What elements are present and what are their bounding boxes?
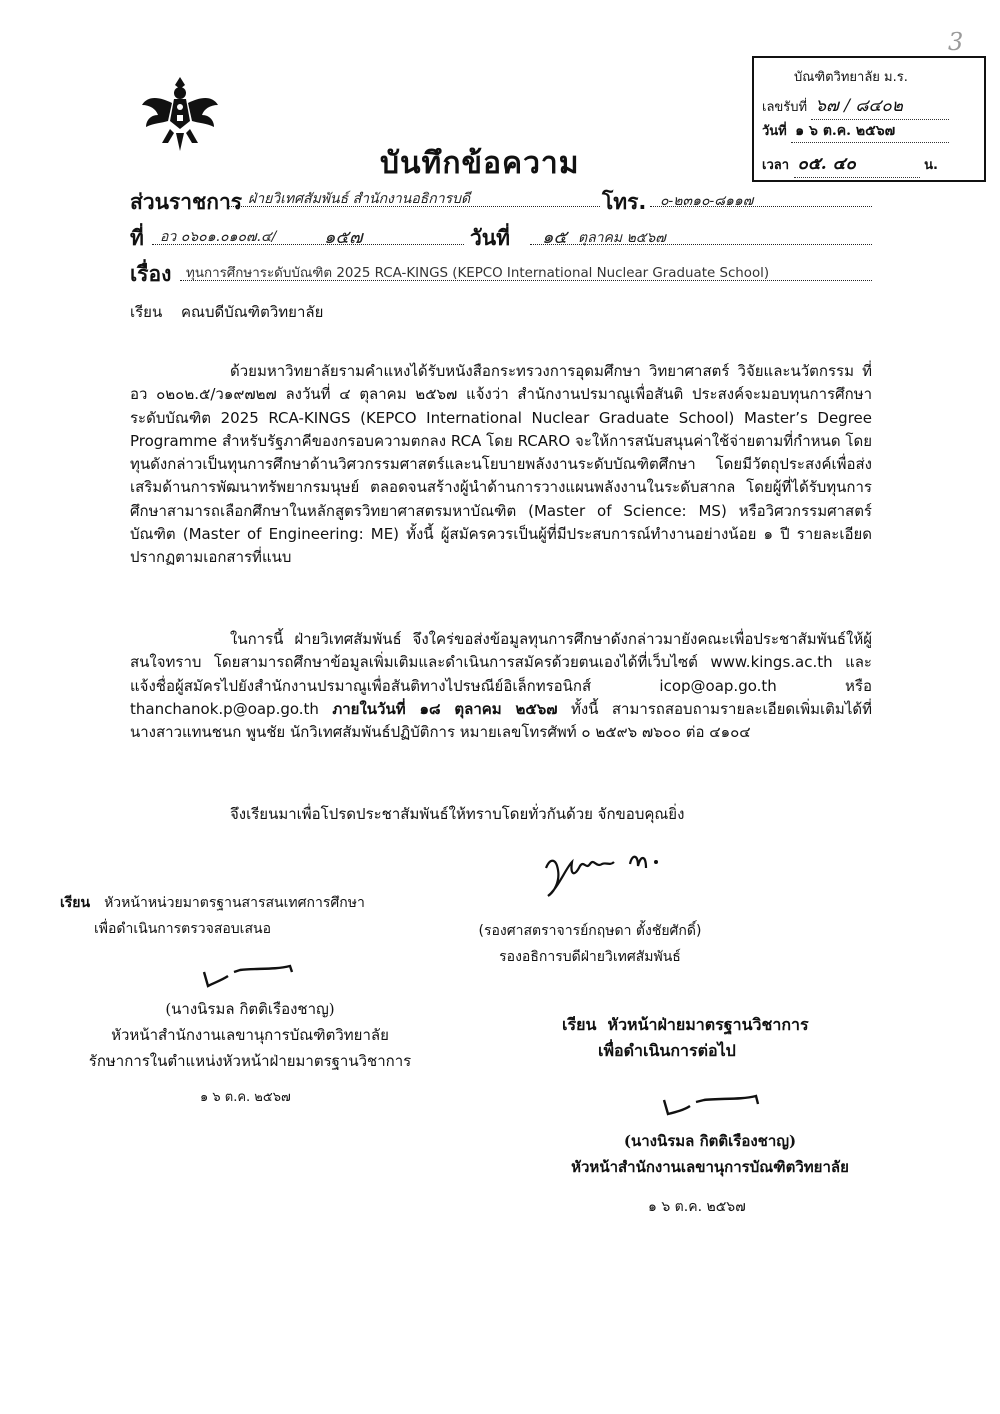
left-signatory-position: หัวหน้าสำนักงานเลขานุการบัณฑิตวิทยาลัย [111, 1026, 389, 1044]
memo-title: บันทึกข้อความ [380, 146, 580, 181]
main-signatory-position: รองอธิการบดีฝ่ายวิเทศสัมพันธ์ [499, 949, 681, 965]
stamp-date-value: ๑ ๖ ต.ค. ๒๕๖๗ [791, 120, 949, 143]
salutation-label: เรียน [130, 303, 163, 321]
body-para2-a: ในการนี้ ฝ่ายวิเทศสัมพันธ์ จึงใคร่ขอส่งข้อมูลทุนการศึกษาดังกล่าวมายังคณะเพื่อประชาสัมพันธ์ให้ผู้สนใจทราบ โดยสามารถศึกษาข้อมูลเพิ่มเติมและดำเนินการสมัครด้วยตนเองได้ที่เว็บไซต์ www.kings.ac.th และแจ้งชื่อผู้สมัครไปยังสำนักงานปรมาณูเพื่อสันติทางไปรษณีย์อิเล็กทรอนิกส์ icop@oap.go.th หรือ thanchanok.p@oap.go.th [130, 630, 872, 718]
ref-number: ๑๕๗ [324, 227, 363, 248]
body-paragraph-1 [130, 360, 872, 570]
body-para2-b: ทั้งนี้ สามารถสอบถามรายละเอียดเพิ่มเติมได้ที่ นางสาวแทนชนก พูนชัย นักวิเทศสัมพันธ์ปฏิบัติการ หมายเลขโทรศัพท์ ๐ ๒๕๙๖ ๗๖๐๐ ต่อ ๔๑๐๔ [130, 699, 872, 742]
salutation-to: คณบดีบัณฑิตวิทยาลัย [181, 303, 324, 321]
ref-label: ที่ [130, 226, 144, 250]
agency-label: ส่วนราชการ [130, 190, 243, 214]
body-paragraph-2 [130, 628, 872, 744]
right-routing-note [562, 1012, 809, 1064]
right-signatory [530, 1128, 890, 1180]
body-para1-text: ด้วยมหาวิทยาลัยรามคำแหงได้รับหนังสือกระทรวงการอุดมศึกษา วิทยาศาสตร์ วิจัยและนวัตกรรม ที่ อว ๐๒๐๒.๕/ว๑๙๗๒๗ ลงวันที่ ๔ ตุลาคม ๒๕๖๗ แจ้งว่า สำนักงานปรมาณูเพื่อสันติ ประสงค์จะมอบทุนการศึกษาระดับบัณฑิต 2025 RCA-KINGS (KEPCO International Nuclear Graduate School) Master’s Degree Programme สำหรับรัฐภาคีของกรอบความตกลง RCA โดย RCARO จะให้การสนับสนุนค่าใช้จ่ายตามที่กำหนด โดยทุนดังกล่าวเป็นทุนการศึกษาด้านวิศวกรรมศาสตร์และนโยบายพลังงานระดับบัณฑิตศึกษา โดยมีวัตถุประสงค์เพื่อส่งเสริมด้านการพัฒนาทรัพยากรมนุษย์ ตลอดจนสร้างผู้นำด้านการวางแผนพลังงานในระดับสากล โดยผู้ที่ได้รับทุนการศึกษาสามารถเลือกศึกษาในหลักสูตรวิทยาศาสตรมหาบัณฑิต (Master of Science: MS) หรือวิศวกรรมศาสตร์บัณฑิต (Master of Engineering: ME) ทั้งนี้ ผู้สมัครควรเป็นผู้ที่มีประสบการณ์ทำงานอย่างน้อย ๑ ปี รายละเอียดปรากฏตามเอกสารที่แนบ [130, 362, 872, 567]
right-note-to: หัวหน้าฝ่ายมาตรฐานวิชาการ [607, 1015, 809, 1034]
subject-label: เรื่อง [130, 262, 172, 286]
subject-value: ทุนการศึกษาระดับบัณฑิต 2025 RCA-KINGS (KEPCO International Nuclear Graduate School) [186, 266, 770, 281]
ref-value: อว ๐๖๐๑.๐๑๐๗.๔/ [160, 229, 277, 245]
salutation [130, 300, 323, 324]
stamp-receipt-label: เลขรับที่ [762, 100, 808, 115]
date-value: ตุลาคม ๒๕๖๗ [578, 230, 666, 246]
signature-right-icon [660, 1092, 770, 1122]
agency-value: ฝ่ายวิเทศสัมพันธ์ สำนักงานอธิการบดี [248, 191, 471, 207]
right-signatory-position: หัวหน้าสำนักงานเลขานุการบัณฑิตวิทยาลัย [571, 1158, 849, 1176]
signature-main-icon [540, 848, 680, 904]
body-para2-deadline: ภายในวันที่ ๑๘ ตุลาคม ๒๕๖๗ [332, 699, 558, 718]
right-note-label: เรียน [562, 1015, 597, 1034]
stamp-time-value: ๐๕. ๔๐ [794, 150, 920, 178]
main-signatory [450, 918, 730, 970]
right-note-date: ๑ ๖ ต.ค. ๒๕๖๗ [648, 1199, 746, 1215]
receipt-stamp [752, 56, 986, 182]
left-routing-note [60, 890, 365, 942]
left-signatory-name: (นางนิรมล กิตติเรืองชาญ) [165, 1000, 335, 1018]
phone-value: ๐-๒๓๑๐-๘๑๑๗ [660, 193, 754, 209]
right-note-action: เพื่อดำเนินการต่อไป [598, 1041, 736, 1060]
left-signatory-acting: รักษาการในตำแหน่งหัวหน้าฝ่ายมาตรฐานวิชาการ [88, 1052, 412, 1070]
signature-left-icon [200, 962, 300, 992]
left-note-date: ๑ ๖ ต.ค. ๒๕๖๗ [200, 1090, 291, 1105]
stamp-time-unit: น. [924, 158, 938, 173]
date-day: ๑๕ [542, 227, 568, 248]
stamp-org: บัณฑิตวิทยาลัย ม.ร. [794, 70, 908, 85]
stamp-date-label: วันที่ [762, 124, 787, 139]
left-note-action: เพื่อดำเนินการตรวจสอบเสนอ [94, 921, 271, 937]
date-label: วันที่ [470, 226, 510, 250]
phone-label: โทร. [602, 190, 647, 214]
right-signatory-name: (นางนิรมล กิตติเรืองชาญ) [623, 1132, 797, 1150]
page-number: 3 [948, 28, 964, 56]
left-note-label: เรียน [60, 895, 91, 911]
main-signatory-name: (รองศาสตราจารย์กฤษดา ตั้งชัยศักดิ์) [478, 923, 702, 939]
stamp-time-label: เวลา [762, 158, 790, 173]
left-note-to: หัวหน้าหน่วยมาตรฐานสารสนเทศการศึกษา [104, 895, 365, 911]
garuda-emblem-icon [140, 75, 220, 155]
stamp-receipt-value: ๖๗ / ๘๔๐๒ [811, 92, 949, 120]
left-signatory [40, 996, 460, 1074]
closing-line: จึงเรียนมาเพื่อโปรดประชาสัมพันธ์ให้ทราบโดยทั่วกันด้วย จักขอบคุณยิ่ง [230, 805, 685, 823]
